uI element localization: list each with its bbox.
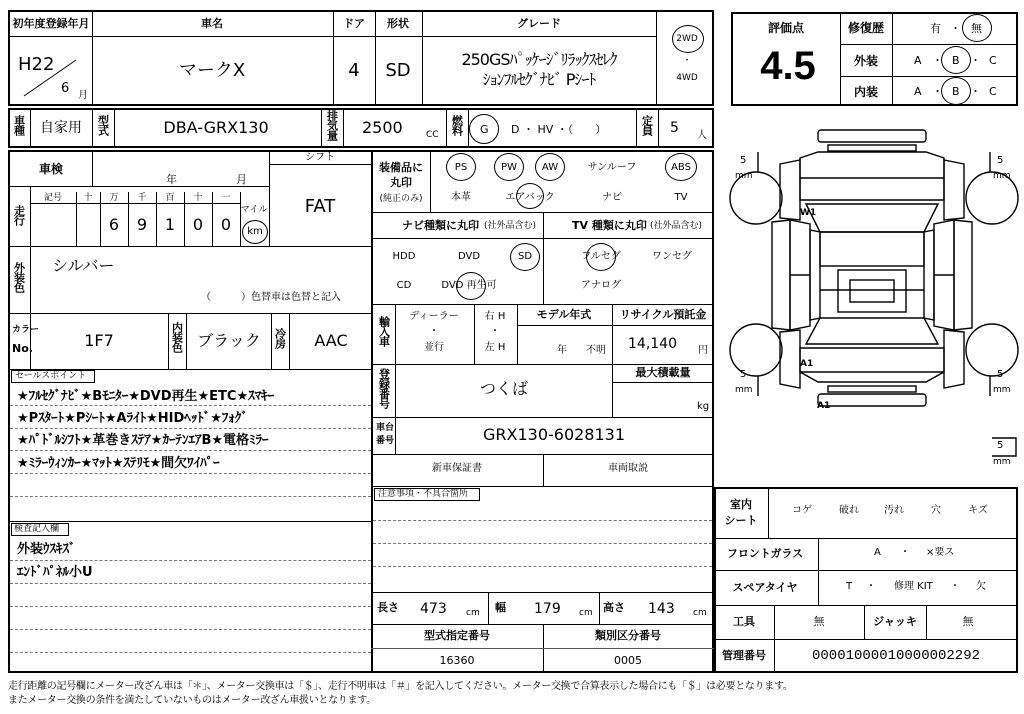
equip-abs: ABS	[671, 162, 691, 173]
check-label: 検査記入欄	[14, 524, 60, 534]
car-name: マークX	[178, 60, 246, 81]
jack-value: 無	[962, 615, 974, 628]
repair-history-label: 修復歴	[847, 21, 885, 35]
navi-dvd-play: DVD 再生可	[441, 280, 497, 291]
shift-label: シフト	[305, 152, 335, 163]
seat-item: 穴	[931, 505, 941, 516]
management-no-value: 00001000010000002292	[811, 648, 981, 664]
recycle-unit: 円	[698, 345, 708, 356]
model-code-label: 型式	[96, 115, 110, 135]
model-year-label: モデル年式	[536, 308, 592, 321]
color-no-label-2: No.	[12, 342, 33, 355]
class-label: 類別区分番号	[595, 629, 661, 642]
chassis-label-2: 番号	[376, 436, 395, 446]
spare-kit: 修理 KIT	[894, 581, 933, 592]
repair-dot: ・	[950, 22, 961, 35]
registration-value: つくば	[479, 379, 529, 398]
import-label: 輸入車	[377, 316, 391, 346]
displacement-value: 2500	[362, 118, 403, 137]
height-label: 高さ	[603, 601, 625, 614]
model-code-value: DBA-GRX130	[163, 118, 269, 137]
fuel-other: D ・ HV ・（ ）	[511, 123, 607, 136]
capacity-value: 5	[670, 120, 679, 136]
color-change-note: （ ）色替車は色替と記入	[201, 292, 341, 303]
spare-dot: ・	[866, 581, 876, 592]
fuel-gasoline: G	[480, 123, 489, 136]
repair-no: 無	[971, 22, 982, 35]
sales-line: ★ﾊﾟﾄﾞﾙｼﾌﾄ★革巻きｽﾃｱ★ｶｰﾃﾝｴｱB★電格ﾐﾗｰ	[17, 433, 269, 448]
mileage-digit: 0	[220, 215, 232, 234]
capacity-unit: 人	[697, 130, 707, 141]
rating-label: 評価点	[767, 21, 805, 35]
glass-replace: ×要ス	[926, 547, 955, 558]
jack-label: ジャッキ	[873, 615, 917, 628]
tread-mm-unit: mm	[993, 457, 1011, 467]
door-header: ドア	[343, 17, 365, 30]
digit-header: 千	[137, 193, 147, 203]
seat-item: コゲ	[792, 505, 812, 516]
max-load-unit: kg	[697, 401, 710, 412]
shift-value: FAT	[304, 196, 336, 217]
sales-point-label: セールスポイント	[15, 371, 87, 381]
registration-label: 登録番号	[377, 368, 391, 408]
recycle-label: リサイクル預託金	[619, 308, 707, 321]
color-no-label-1: カラー	[12, 325, 40, 335]
repair-yes: 有	[930, 22, 941, 35]
width-value: 179	[534, 601, 561, 617]
length-label: 長さ	[377, 601, 399, 614]
inspection-year: 年	[166, 173, 177, 186]
length-value: 473	[420, 601, 447, 617]
interior-color-value: ブラック	[197, 331, 261, 350]
sales-line: ★ﾌﾙｾｸﾞﾅﾋﾞ★Bﾓﾆﾀｰ★DVD再生★ETC★ｽﾏｷｰ	[17, 389, 275, 404]
interior-a: A	[914, 85, 922, 98]
exterior-sep: ・	[932, 54, 943, 67]
digit-header: 十	[83, 193, 93, 203]
equip-navi: ナビ	[602, 192, 622, 203]
manual-label: 車両取説	[608, 463, 648, 474]
warranty-label: 新車保証書	[432, 463, 482, 474]
displacement-label: 排気量	[325, 110, 339, 140]
month-unit: 月	[78, 90, 88, 101]
tools-label: 工具	[733, 615, 755, 628]
notes-label: 注意事項・不具合箇所	[378, 489, 469, 499]
exterior-b: B	[952, 54, 960, 67]
ac-label: 冷房	[273, 328, 287, 348]
displacement-unit: CC	[426, 130, 439, 140]
ac-value: AAC	[314, 331, 348, 350]
navi-type-sub: (社外品含む)	[484, 221, 537, 231]
exterior-c: C	[989, 54, 997, 67]
exterior-color-label: 外装色	[12, 262, 26, 292]
seat-item: 汚れ	[884, 505, 904, 516]
digit-header: 万	[109, 193, 119, 203]
footer-note-2: またメーター交換の条件を満たしていないものはメーター改ざん車扱いとなります。	[8, 695, 376, 706]
interior-b: B	[952, 85, 960, 98]
mileage-label: 走行	[12, 205, 26, 225]
first-reg-month: 6	[61, 81, 70, 96]
tread-mm-unit: mm	[993, 385, 1011, 395]
shape-header: 形状	[387, 17, 409, 30]
footer-note-1: 走行距離の記号欄にメーター改ざん車は「＊」、メーター交換車は「＄」、走行不明車は「＃」を記入してください。メーター交換で合算表示した場合にも「＄」は必要となります。	[8, 681, 793, 692]
exterior-sep2: ・	[970, 54, 981, 67]
door-count: 4	[348, 60, 360, 81]
tv-oneseg: ワンセグ	[652, 251, 692, 262]
tread-mm-rl: 5	[740, 369, 747, 380]
tread-mm-rr: 5	[997, 369, 1004, 380]
drive-2wd: 2WD	[676, 34, 698, 44]
seat-item: 破れ	[839, 505, 859, 516]
interior-sep2: ・	[970, 85, 981, 98]
exterior-grade-label: 外装	[853, 54, 879, 68]
mileage-digit: 9	[136, 215, 148, 234]
grade-line-1: 250GSﾊﾟｯｹｰｼﾞﾘﾗｯｸｽｾﾚｸ	[461, 50, 617, 69]
height-unit: cm	[693, 608, 707, 618]
tread-mm-fl: 5	[740, 155, 747, 166]
car-damage-diagram	[728, 120, 1020, 470]
equip-sunroof: サンルーフ	[587, 162, 637, 173]
max-load-label: 最大積載量	[635, 366, 691, 379]
tv-fullseg: フルセグ	[581, 251, 621, 262]
exterior-a: A	[914, 54, 922, 67]
recycle-value: 14,140	[628, 336, 677, 352]
type-cert-label: 型式指定番号	[424, 629, 490, 642]
tools-value: 無	[813, 615, 825, 628]
drive-dot: ・	[682, 56, 692, 66]
interior-grade-label: 内装	[853, 85, 879, 99]
tread-mm-spare: 5	[997, 440, 1004, 451]
tv-type-sub: (社外品含む)	[650, 221, 703, 231]
equip-aw: AW	[541, 162, 559, 173]
use-value: 自家用	[40, 120, 82, 136]
chassis-value: GRX130-6028131	[482, 425, 626, 444]
body-shape: SD	[385, 60, 411, 81]
import-right-hand: 右 H	[484, 311, 506, 322]
tv-analog: アナログ	[581, 280, 621, 291]
fuel-label: 燃料	[450, 115, 464, 135]
spare-none: 欠	[976, 581, 986, 592]
equipment-label-1: 装備品に	[379, 161, 423, 174]
digit-header-mark: 記号	[43, 193, 63, 203]
tread-mm-unit: mm	[735, 171, 753, 181]
interior-c: C	[989, 85, 997, 98]
first-reg-era: H22	[18, 54, 55, 75]
year-header: 初年度登録年月	[12, 17, 90, 30]
equip-tv: TV	[674, 192, 688, 203]
spare-dot-2: ・	[950, 581, 960, 592]
sales-line: ★Pｽﾀｰﾄ★Pｼｰﾄ★Aﾗｲﾄ★HIDﾍｯﾄﾞ★ﾌｫｸﾞ	[17, 411, 248, 426]
seat-label-1: 室内	[730, 498, 752, 511]
chassis-label-1: 車台	[376, 423, 395, 433]
equip-airbag: エアバック	[505, 192, 555, 203]
tread-mm-fr: 5	[997, 155, 1004, 166]
vehicle-type-label: 車種	[12, 115, 26, 135]
capacity-label: 定員	[640, 115, 654, 135]
height-value: 143	[648, 601, 675, 617]
length-unit: cm	[466, 608, 480, 618]
inspection-month: 月	[236, 173, 247, 186]
spare-tire-label: スペアタイヤ	[732, 581, 798, 594]
mile-label: マイル	[240, 205, 268, 215]
navi-cd: CD	[396, 280, 412, 291]
import-parallel: 並行	[424, 342, 444, 353]
class-value: 0005	[614, 654, 642, 667]
glass-a: A	[874, 547, 881, 558]
drive-4wd: 4WD	[676, 73, 698, 83]
navi-sd: SD	[517, 251, 533, 262]
digit-header: 十	[193, 193, 203, 203]
mileage-digit: 6	[108, 215, 120, 234]
management-no-label: 管理番号	[722, 649, 766, 662]
check-line: ｴﾝﾄﾞﾊﾟﾈﾙ小U	[17, 565, 93, 580]
navi-hdd: HDD	[392, 251, 416, 262]
import-dot-2: ・	[490, 326, 500, 337]
inspection-label: 車検	[38, 162, 64, 176]
equip-pw: PW	[501, 162, 517, 173]
tv-type-label: TV 種類に丸印	[572, 219, 647, 232]
spare-t: T	[846, 581, 853, 592]
km-label: km	[247, 226, 263, 237]
navi-dvd: DVD	[457, 251, 481, 262]
seat-label-2: シート	[724, 514, 758, 527]
width-unit: cm	[579, 608, 593, 618]
damage-code-a1-rear: A1	[817, 401, 831, 411]
exterior-color-value: シルバー	[52, 256, 115, 275]
rating-value: 4.5	[760, 44, 816, 88]
grade-line-2: ｼｮﾝﾌﾙｾｸﾞﾅﾋﾞ Pｼｰﾄ	[482, 70, 596, 89]
import-dot: ・	[429, 326, 439, 337]
seat-item: キズ	[968, 505, 988, 516]
import-dealer: ディーラー	[409, 311, 459, 322]
mileage-digit: 1	[164, 215, 176, 234]
check-line: 外装ｳｽｷｽﾞ	[17, 542, 76, 557]
tread-mm-unit: mm	[735, 385, 753, 395]
import-left-hand: 左 H	[484, 342, 506, 353]
diagonal-slash	[20, 56, 80, 100]
model-year-unknown: 不明	[586, 345, 606, 356]
interior-color-label: 内装色	[170, 322, 184, 352]
navi-type-label: ナビ種類に丸印	[402, 219, 479, 232]
equipment-sub-label: (純正のみ)	[379, 194, 423, 204]
glass-dot: ・	[900, 547, 910, 558]
tread-mm-unit: mm	[993, 171, 1011, 181]
type-cert-value: 16360	[439, 654, 475, 667]
equip-leather: 本革	[451, 192, 471, 203]
digit-header: 百	[165, 193, 175, 203]
damage-code-w1: W1	[800, 208, 817, 218]
interior-sep: ・	[932, 85, 943, 98]
model-year-year: 年	[557, 345, 567, 356]
digit-header: 一	[221, 193, 231, 203]
grade-header: グレード	[517, 17, 561, 30]
color-no-value: 1F7	[84, 331, 114, 350]
damage-code-a1: A1	[800, 359, 814, 369]
equip-ps: PS	[454, 162, 468, 173]
equipment-label-2: 丸印	[390, 176, 412, 189]
mileage-digit: 0	[192, 215, 204, 234]
sales-line: ★ﾐﾗｰｳｨﾝｶｰ★ﾏｯﾄ★ｽﾃﾘﾓ★間欠ﾜｲﾊﾟｰ	[17, 456, 220, 471]
width-label: 幅	[495, 601, 506, 614]
car-name-header: 車名	[201, 17, 223, 30]
front-glass-label: フロントガラス	[726, 547, 804, 560]
